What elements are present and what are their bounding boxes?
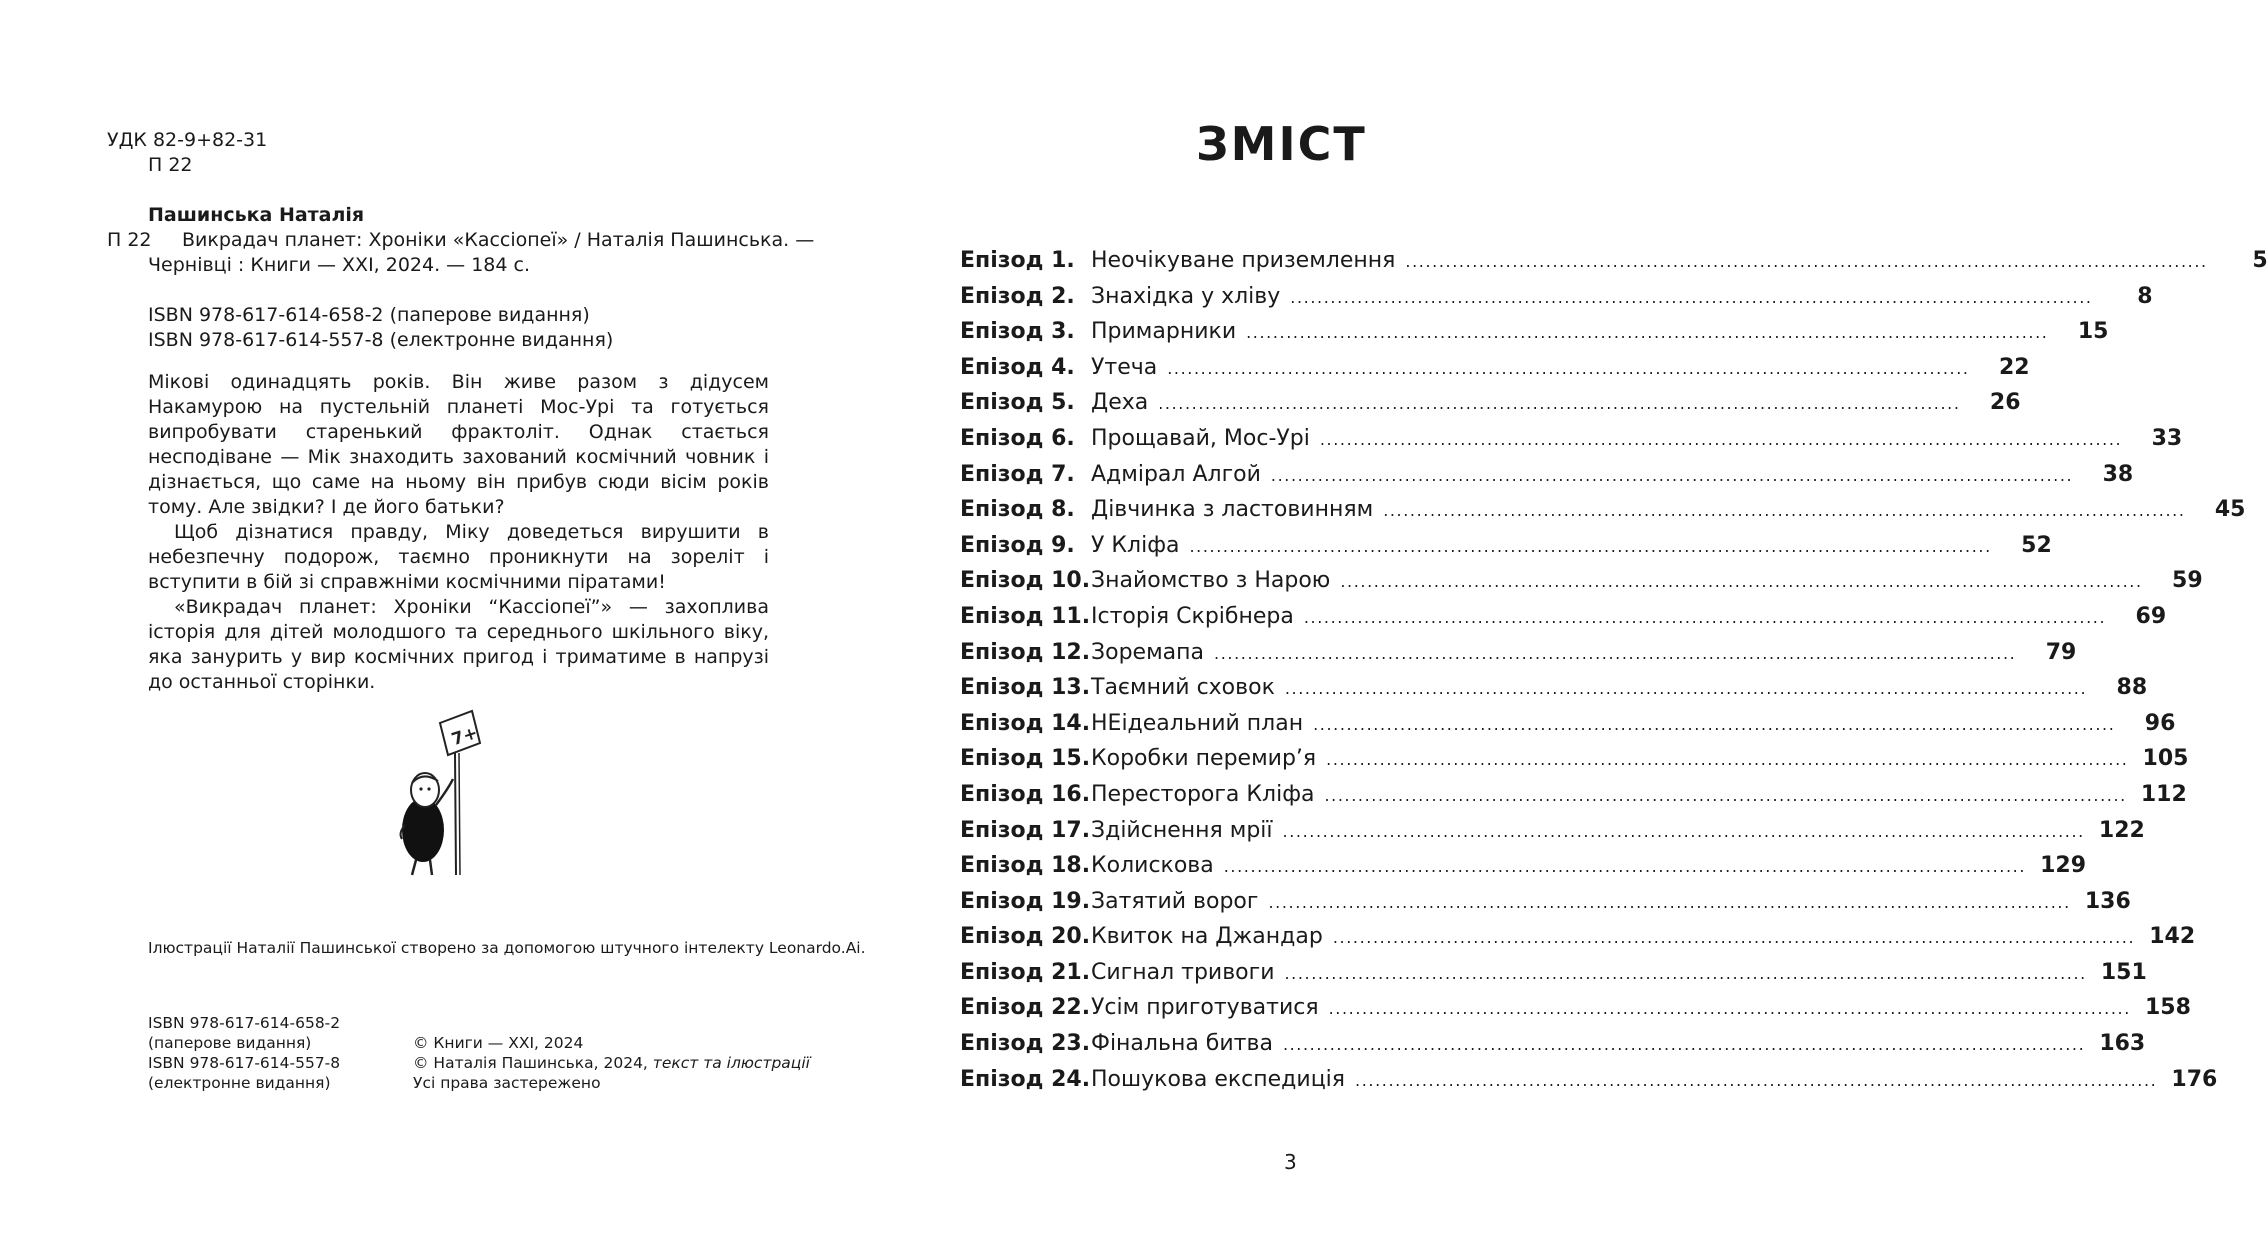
toc-episode-label: Епізод 23. [960,1031,1091,1057]
toc-page-number: 52 [2021,532,2052,558]
toc-page-number: 136 [2084,888,2131,914]
toc-entry [960,777,2187,813]
toc-episode-label: Епізод 17. [960,817,1091,843]
toc-leader-dots: ........................................................................................................................ [1282,821,2085,841]
toc-episode-title: НЕідеальний план [1091,710,1304,736]
toc-episode-title: У Кліфа [1091,532,1180,558]
toc-episode-label: Епізод 16. [960,781,1091,807]
annotation [148,370,769,695]
toc-leader-dots: ........................................................................................................................ [1167,358,1970,378]
copyright-block [413,1033,810,1093]
toc-episode-title: Затятий ворог [1091,888,1259,914]
toc-page-number: 8 [2137,283,2153,309]
toc-episode-label: Епізод 10. [960,568,1091,594]
toc-entry [960,421,2183,457]
toc-leader-dots: ........................................................................................................................ [1405,252,2208,271]
toc-leader-dots: ........................................................................................................................ [1355,1070,2158,1090]
toc-episode-label: Епізод 1. [960,248,1075,273]
toc-episode-title: Сигнал тривоги [1091,959,1275,985]
toc-episode-label: Епізод 19. [960,888,1091,914]
toc-episode-title: Фінальна битва [1091,1031,1273,1057]
left-page [0,0,866,1241]
toc-page-number: 163 [2099,1031,2146,1057]
toc-episode-title: Квиток на Джандар [1091,924,1323,950]
copyright-author: © Наталія Пашинська, 2024, текст та ілюстрації [413,1054,810,1072]
catalog-line-2: Чернівці : Книги — ХХІ, 2024. — 184 с. [148,254,531,276]
toc-leader-dots: ........................................................................................................................ [1268,892,2071,912]
toc-episode-label: Епізод 7. [960,461,1075,487]
toc-leader-dots: ........................................................................................................................ [1282,1035,2086,1055]
toc-page-number: 105 [2142,746,2189,772]
toc-episode-label: Епізод 12. [960,639,1091,665]
age-sign-text: 7+ [449,723,481,751]
toc-episode-title: Адмірал Алгой [1091,461,1261,487]
alien-character-icon [401,773,453,875]
toc-episode-title: Здійснення мрії [1091,817,1273,843]
toc-episode-title: Колискова [1091,853,1214,879]
toc-page-number: 59 [2172,568,2203,594]
toc-episode-label: Епізод 6. [960,425,1075,451]
toc-episode-title: Знахідка у хліву [1091,283,1281,309]
age-sign-illustration [388,705,498,885]
toc-episode-label: Епізод 8. [960,497,1075,523]
toc-episode-title: Утеча [1091,354,1158,380]
toc-page-number: 45 [2214,497,2246,523]
toc-entry [960,955,2147,991]
toc-episode-title: Пересторога Кліфа [1091,781,1315,807]
toc-page-number: 88 [2116,675,2148,701]
toc-leader-dots: ........................................................................................................................ [1319,429,2123,449]
toc-page-number: 26 [1989,390,2021,416]
toc-episode-title: Історія Скрібнера [1091,603,1294,629]
toc-entry [960,670,2148,706]
catalog-line-1: Викрадач планет: Хроніки «Кассіопеї» / Наталія Пашинська. — [182,229,815,251]
toc-entry [960,350,2030,386]
toc-leader-dots: ........................................................................................................................ [1284,679,2088,699]
annotation-paragraph: Мікові одинадцять років. Він живе разом з дідусем Накамурою на пустельній планеті Мос-Урі та готується випробувати старенький фрактоліт. Однак стається несподіване — Мік знаходить захований космічний човник і дізнається, що саме на ньому він прибув сюди вісім років тому. Але звідки? І де його батьки? [148,371,769,518]
catalog-code: П 22 [107,229,152,251]
toc-episode-label: Епізод 2. [960,283,1075,309]
page-number: 3 [1284,1150,1297,1174]
toc-entry [960,635,2077,671]
toc-episode-label: Епізод 14. [960,710,1091,736]
toc-episode-title: Таємний сховок [1091,675,1275,701]
toc-entry [960,990,2191,1026]
toc-episode-label: Епізод 5. [960,390,1075,416]
toc-episode-title: Неочікуване приземлення [1091,248,1396,273]
copyright-author-italic: текст та ілюстрації [652,1054,810,1072]
toc-episode-label: Епізод 22. [960,995,1091,1021]
toc-entry [960,1026,2146,1062]
toc-leader-dots: ........................................................................................................................ [1324,785,2127,805]
footer-isbn-electronic-note: (електронне видання) [148,1074,331,1092]
rights-reserved: Усі права застережено [413,1074,601,1092]
toc-page-number: 151 [2100,959,2147,985]
toc-leader-dots: ........................................................................................................................ [1290,287,2093,307]
footer-isbn-block [148,1013,340,1093]
footer-isbn-electronic: ISBN 978-617-614-557-8 [148,1054,341,1072]
toc-entry [960,813,2145,849]
toc-page-number: 38 [2102,461,2134,487]
toc-episode-title: Усім приготуватися [1091,995,1319,1021]
toc-page-number: 129 [2040,853,2087,879]
toc-page-number: 15 [2077,319,2109,345]
annotation-paragraph: Щоб дізнатися правду, Міку доведеться вирушити в небезпечну подорож, таємно проникнути на зореліт і вступити в бій зі справжніми космічними піратами! [148,521,769,593]
toc-page-number: 96 [2144,710,2176,736]
toc-entry [960,599,2167,635]
footer-isbn-paper-note: (паперове видання) [148,1034,312,1052]
toc-episode-label: Епізод 24. [960,1066,1091,1092]
toc-page-number: 176 [2171,1066,2218,1092]
toc-leader-dots: ........................................................................................................................ [1158,394,1961,414]
toc-entry [960,706,2176,742]
toc-episode-label: Епізод 3. [960,319,1075,345]
toc-episode-title: Знайомство з Нарою [1091,568,1331,594]
toc-page-number: 112 [2140,781,2187,807]
toc-page-number: 158 [2144,995,2191,1021]
toc-leader-dots: ........................................................................................................................ [1189,536,1992,556]
toc-leader-dots: ........................................................................................................................ [1332,928,2136,948]
toc-entry [960,1062,2218,1098]
toc-leader-dots: ........................................................................................................................ [1340,572,2143,592]
toc-entry [960,243,2268,279]
toc-entry [960,492,2246,528]
table-of-contents [960,243,2268,1097]
toc-page-number: 5 [2252,248,2268,273]
isbn-paper: ISBN 978-617-614-658-2 (паперове видання) [148,304,590,326]
toc-leader-dots: ........................................................................................................................ [1246,323,2049,343]
author-heading: Пашинська Наталія [148,204,365,226]
toc-episode-label: Епізод 13. [960,675,1091,701]
toc-entry [960,848,2087,884]
toc-title: ЗМІСТ [1196,117,1367,171]
toc-episode-title: Прощавай, Мос-Урі [1091,425,1310,451]
toc-page-number: 33 [2151,425,2183,451]
annotation-paragraph: «Викрадач планет: Хроніки “Кассіопеї”» — захоплива історія для дітей молодшого та середнього шкільного віку, яка занурить у вир космічних пригод і триматиме в напрузі до останньої сторінки. [148,596,769,693]
toc-leader-dots: ........................................................................................................................ [1328,999,2131,1019]
toc-entry [960,563,2203,599]
illustration-credit: Ілюстрації Наталії Пашинської створено за допомогою штучного інтелекту Leonardo.Ai. [148,939,866,957]
toc-episode-title: Зоремапа [1091,639,1205,665]
toc-leader-dots: ........................................................................................................................ [1284,963,2087,983]
footer-isbn-paper: ISBN 978-617-614-658-2 [148,1014,341,1032]
toc-entry [960,741,2189,777]
toc-entry [960,919,2196,955]
toc-episode-label: Епізод 11. [960,603,1091,629]
toc-episode-title: Дівчинка з ластовинням [1091,497,1374,523]
toc-episode-title: Деха [1091,390,1149,416]
toc-leader-dots: ........................................................................................................................ [1383,501,2186,521]
toc-entry [960,279,2153,315]
toc-episode-label: Епізод 15. [960,746,1091,772]
toc-leader-dots: ........................................................................................................................ [1313,714,2116,734]
isbn-electronic: ISBN 978-617-614-557-8 (електронне видання) [148,329,614,351]
udk-code: УДК 82-9+82-31 [107,129,268,151]
right-page [856,0,2268,1241]
toc-episode-label: Епізод 21. [960,959,1091,985]
toc-episode-label: Епізод 18. [960,853,1091,879]
toc-episode-label: Епізод 4. [960,354,1075,380]
toc-page-number: 69 [2135,603,2167,629]
toc-leader-dots: ........................................................................................................................ [1214,643,2017,663]
toc-leader-dots: ........................................................................................................................ [1223,857,2027,877]
toc-entry [960,528,2052,564]
toc-episode-title: Коробки перемир’я [1091,746,1317,772]
bbk-code: П 22 [148,154,193,176]
toc-leader-dots: ........................................................................................................................ [1270,465,2074,485]
toc-leader-dots: ........................................................................................................................ [1326,750,2129,770]
toc-episode-title: Пошукова експедиція [1091,1066,1346,1092]
toc-episode-label: Епізод 20. [960,924,1091,950]
toc-episode-label: Епізод 9. [960,532,1075,558]
toc-entry [960,385,2021,421]
toc-page-number: 22 [1998,354,2030,380]
toc-page-number: 142 [2149,924,2196,950]
toc-entry [960,314,2109,350]
toc-entry [960,457,2134,493]
toc-leader-dots: ........................................................................................................................ [1303,607,2107,627]
toc-episode-title: Примарники [1091,319,1237,345]
toc-page-number: 122 [2098,817,2145,843]
toc-entry [960,884,2131,920]
toc-page-number: 79 [2045,639,2077,665]
copyright-publisher: © Книги — ХХІ, 2024 [413,1034,584,1052]
